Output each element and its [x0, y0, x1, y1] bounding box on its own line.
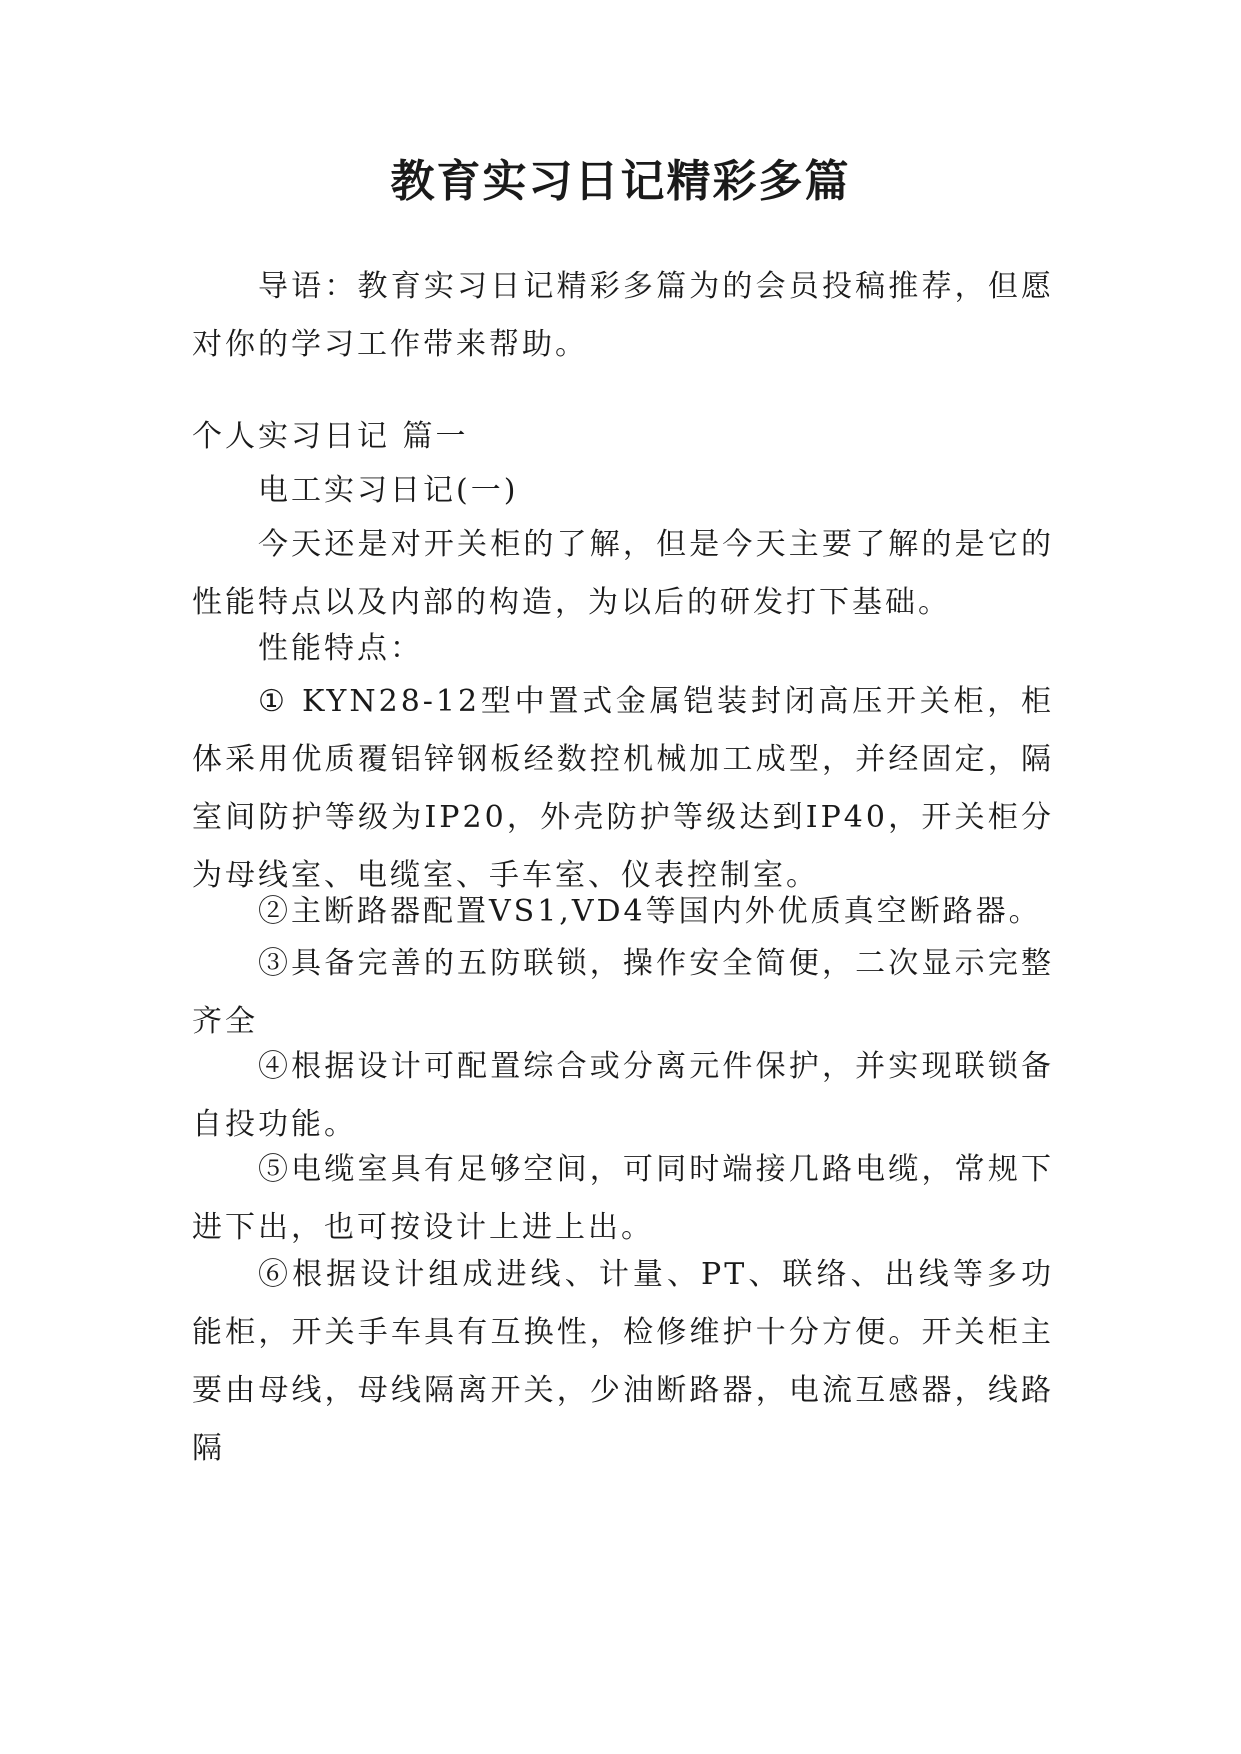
section-heading: 个人实习日记 篇一	[192, 419, 469, 454]
list-item-4: ④根据设计可配置综合或分离元件保护，并实现联锁备自投功能。	[192, 1049, 1054, 1142]
paragraph-2: 性能特点：	[258, 631, 423, 666]
list-item-1: ① KYN28-12型中置式金属铠装封闭高压开关柜，柜体采用优质覆铝锌钢板经数控机械加工成型，并经固定，隔室间防护等级为IP20，外壳防护等级达到IP40，开关柜分为母线室、电缆室、手车室、仪表控制室。	[192, 684, 1054, 893]
list-item-2: ②主断路器配置VS1,VD4等国内外优质真空断路器。	[258, 894, 1042, 929]
list-item-6: ⑥根据设计组成进线、计量、PT、联络、出线等多功能柜，开关手车具有互换性，检修维护十分方便。开关柜主要由母线，母线隔离开关，少油断路器，电流互感器，线路隔	[192, 1257, 1054, 1466]
subheading: 电工实习日记(一)	[258, 473, 519, 508]
paragraph-1: 今天还是对开关柜的了解，但是今天主要了解的是它的性能特点以及内部的构造，为以后的研发打下基础。	[192, 527, 1054, 620]
document-title: 教育实习日记精彩多篇	[390, 156, 851, 207]
intro-paragraph: 导语：教育实习日记精彩多篇为的会员投稿推荐，但愿对你的学习工作带来帮助。	[192, 269, 1054, 362]
list-item-3: ③具备完善的五防联锁，操作安全简便，二次显示完整齐全	[192, 946, 1054, 1039]
list-item-5: ⑤电缆室具有足够空间，可同时端接几路电缆，常规下进下出，也可按设计上进上出。	[192, 1152, 1054, 1245]
